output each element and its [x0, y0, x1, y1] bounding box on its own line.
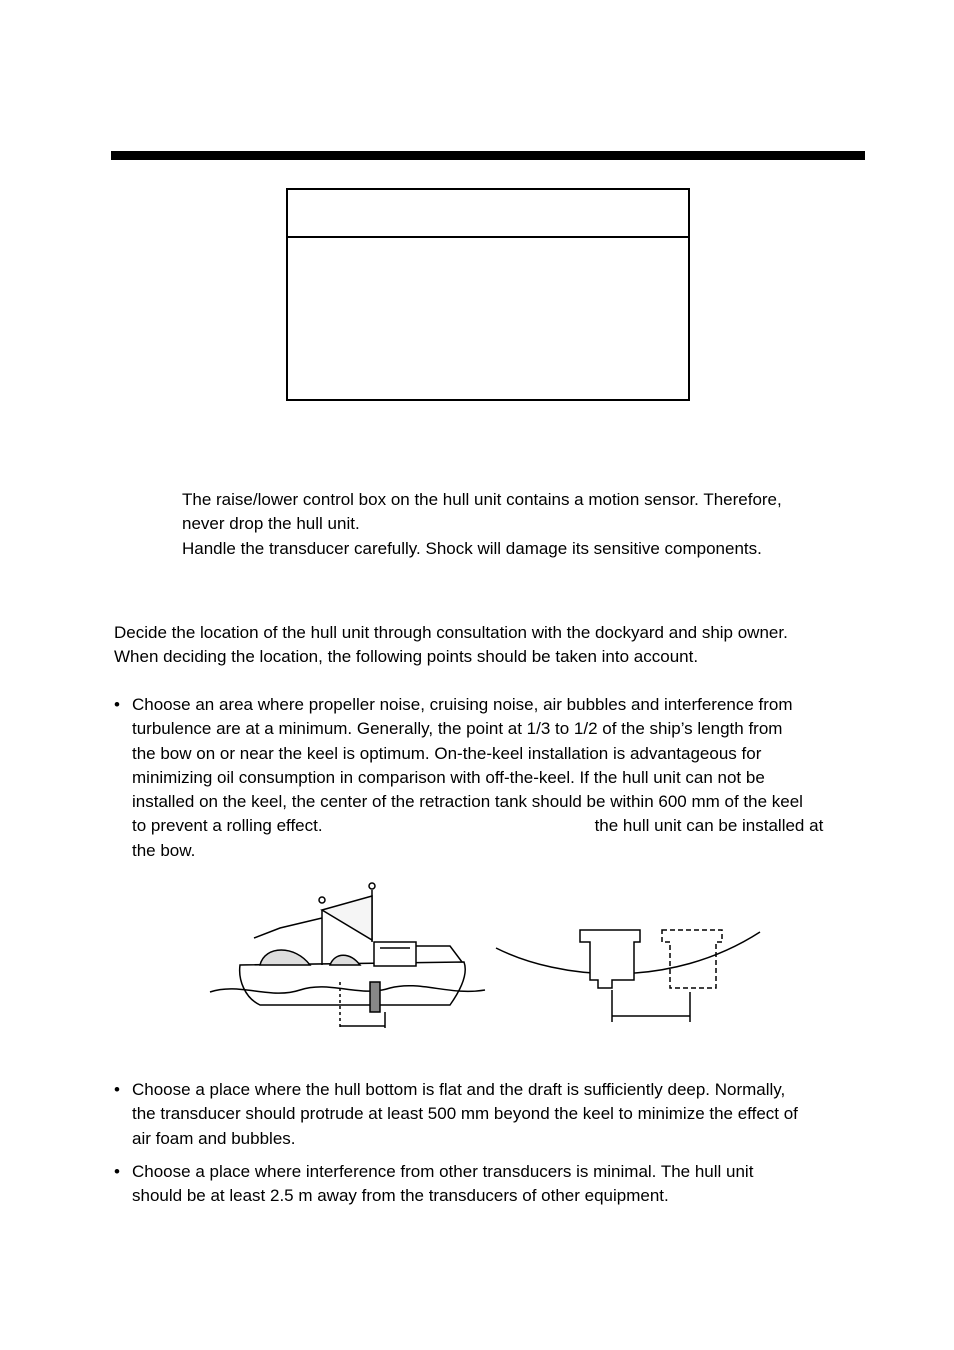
bullet-line: air foam and bubbles. — [132, 1128, 296, 1148]
ship-illustration — [210, 883, 485, 1028]
bullet-line: should be at least 2.5 m away from the transducers of other equipment. — [132, 1186, 669, 1206]
caution-line: Handle the transducer carefully. Shock will damage its sensitive components. — [182, 538, 762, 558]
bullet-line: the bow. — [132, 840, 196, 860]
bullet-line — [132, 814, 874, 838]
caution-box-divider — [288, 236, 688, 238]
bullet-line: Choose an area where propeller noise, cruising noise, air bubbles and interference from — [132, 695, 793, 714]
bullet-item-location — [114, 693, 874, 863]
bullet-line: Choose a place where the hull bottom is flat and the draft is sufficiently deep. Normally, — [132, 1080, 786, 1099]
caution-box — [286, 188, 690, 401]
bullet-line: installed on the keel, the center of the retraction tank should be within 600 mm of the keel — [132, 792, 803, 812]
bullet-line-part: to prevent a rolling effect. — [132, 816, 323, 836]
hull-unit-location-figure — [200, 870, 800, 1040]
bullet-line: turbulence are at a minimum. Generally, the point at 1/3 to 1/2 of the ship’s length from — [132, 719, 783, 739]
bullet-line: the transducer should protrude at least 500 mm beyond the keel to minimize the effect of — [132, 1104, 798, 1124]
hull-section-illustration — [496, 930, 760, 1022]
caution-text — [182, 488, 842, 561]
bullet-icon: • — [114, 1162, 120, 1181]
header-rule — [111, 151, 865, 160]
caution-line: never drop the hull unit. — [182, 514, 360, 534]
bullet-line: minimizing oil consumption in comparison with off-the-keel. If the hull unit can not be — [132, 767, 765, 787]
caution-line: The raise/lower control box on the hull unit contains a motion sensor. Therefore, — [182, 490, 782, 509]
bullet-line: the bow on or near the keel is optimum. On-the-keel installation is advantageous for — [132, 743, 762, 763]
intro-line: Decide the location of the hull unit through consultation with the dockyard and ship owner. — [114, 623, 788, 642]
bullet-line: Choose a place where interference from other transducers is minimal. The hull unit — [132, 1162, 754, 1181]
intro-paragraph — [114, 621, 874, 670]
bullet-item-interference — [114, 1160, 874, 1209]
bullet-icon: • — [114, 1080, 120, 1099]
bullet-line-part: the hull unit can be installed at — [594, 816, 824, 836]
bullet-icon: • — [114, 695, 120, 714]
bullet-item-hull-bottom — [114, 1078, 874, 1151]
intro-line: When deciding the location, the following points should be taken into account. — [114, 647, 699, 667]
